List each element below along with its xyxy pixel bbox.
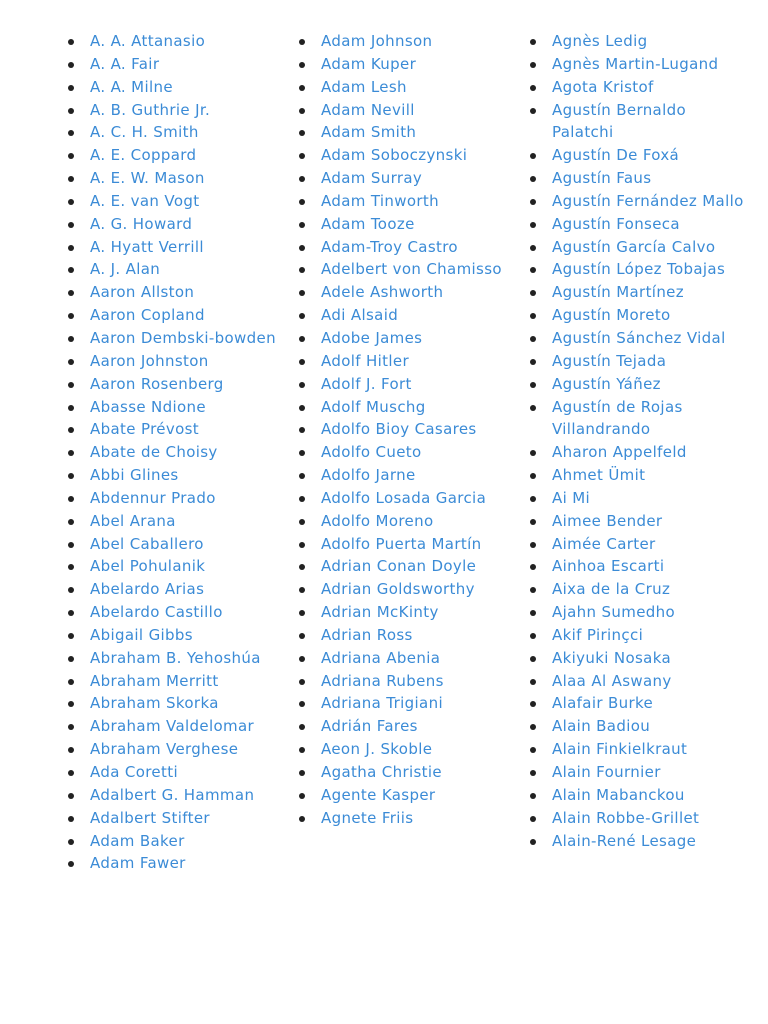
list-item (321, 418, 516, 441)
author-link[interactable]: Agustín Tejada (552, 351, 667, 370)
author-link[interactable]: Abigail Gibbs (90, 625, 193, 644)
author-link[interactable]: Agente Kasper (321, 785, 436, 804)
author-link[interactable]: Agustín Faus (552, 169, 652, 188)
author-link[interactable]: Agustín Yáñez (552, 374, 661, 393)
list-item (321, 281, 516, 304)
author-link[interactable]: Aaron Johnston (90, 351, 209, 370)
list-item (552, 715, 748, 738)
list-item (321, 167, 516, 190)
author-link[interactable]: Agustín Sánchez Vidal (552, 328, 726, 347)
list-item (321, 53, 516, 76)
author-link[interactable]: A. C. H. Smith (90, 123, 199, 142)
author-link[interactable]: Alain Robbe-Grillet (552, 808, 700, 827)
list-item (552, 601, 748, 624)
list-item (552, 830, 748, 853)
list-item (552, 464, 748, 487)
list-item (90, 281, 285, 304)
author-link[interactable]: Adam Tooze (321, 214, 415, 233)
list-item (90, 30, 285, 53)
list-item (90, 784, 285, 807)
list-item (552, 487, 748, 510)
author-link[interactable]: Adolf Hitler (321, 351, 410, 370)
author-link[interactable]: Abraham Merritt (90, 671, 219, 690)
list-item (552, 190, 748, 213)
author-link[interactable]: Agustín De Foxá (552, 146, 680, 165)
list-item (552, 304, 748, 327)
author-link[interactable]: Adele Ashworth (321, 283, 444, 302)
list-item (552, 350, 748, 373)
list-item (552, 761, 748, 784)
list-item (90, 99, 285, 122)
list-item (90, 213, 285, 236)
author-link[interactable]: Adriana Abenia (321, 648, 441, 667)
author-link[interactable]: Abelardo Castillo (90, 603, 223, 622)
list-item (321, 807, 516, 830)
list-item (552, 373, 748, 396)
author-link[interactable]: A. G. Howard (90, 214, 193, 233)
author-link[interactable]: Alaa Al Aswany (552, 671, 672, 690)
author-link[interactable]: A. A. Milne (90, 77, 173, 96)
author-link[interactable]: Agustín Fernández Mallo (552, 191, 744, 210)
list-item (90, 510, 285, 533)
author-link[interactable]: Agota Kristof (552, 77, 654, 96)
author-link[interactable]: Adolfo Bioy Casares (321, 420, 477, 439)
author-link[interactable]: Ahmet Ümit (552, 466, 646, 485)
list-item (321, 76, 516, 99)
author-link[interactable]: Aaron Rosenberg (90, 374, 224, 393)
author-link[interactable]: Abate de Choisy (90, 443, 218, 462)
author-link[interactable]: Adam Tinworth (321, 191, 440, 210)
list-item (321, 350, 516, 373)
list-item (90, 236, 285, 259)
list-item (552, 236, 748, 259)
list-item (90, 418, 285, 441)
author-link[interactable]: Ada Coretti (90, 763, 178, 781)
author-link[interactable]: Ajahn Sumedho (552, 603, 676, 622)
author-link[interactable]: Adelbert von Chamisso (321, 260, 502, 279)
list-item (552, 76, 748, 99)
author-link[interactable]: Adam Kuper (321, 54, 417, 73)
author-link[interactable]: Adolf J. Fort (321, 374, 412, 393)
author-link[interactable]: Aimee Bender (552, 511, 663, 530)
list-item (552, 692, 748, 715)
list-item (90, 624, 285, 647)
list-item (90, 144, 285, 167)
author-link[interactable]: Adam Johnson (321, 32, 433, 50)
author-link[interactable]: Abdennur Prado (90, 488, 216, 507)
author-link[interactable]: Alain Badiou (552, 717, 651, 736)
author-link[interactable]: Alain-René Lesage (552, 831, 697, 850)
author-link[interactable]: Aharon Appelfeld (552, 443, 687, 462)
author-link[interactable]: Abelardo Arias (90, 580, 205, 599)
author-link[interactable]: Adrian McKinty (321, 603, 439, 622)
list-item (321, 441, 516, 464)
list-item (321, 692, 516, 715)
list-item (552, 167, 748, 190)
author-link[interactable]: Adolf Muschg (321, 397, 426, 416)
list-item (321, 190, 516, 213)
author-link[interactable]: Agustín de Rojas Villandrando (552, 397, 683, 439)
list-item (552, 441, 748, 464)
author-link[interactable]: Abbi Glines (90, 466, 179, 485)
author-link[interactable]: Agustín Martínez (552, 283, 684, 302)
author-link[interactable]: Adrián Fares (321, 717, 418, 736)
list-item (90, 190, 285, 213)
list-item (90, 555, 285, 578)
list-item (321, 464, 516, 487)
author-link[interactable]: Adam-Troy Castro (321, 237, 458, 256)
author-link[interactable]: A. B. Guthrie Jr. (90, 100, 211, 119)
list-item (90, 396, 285, 419)
author-link[interactable]: Adam Soboczynski (321, 146, 468, 165)
list-item (321, 99, 516, 122)
author-link[interactable]: Abraham B. Yehoshúa (90, 648, 261, 667)
author-link[interactable]: Akif Pirinçci (552, 625, 644, 644)
list-item (90, 121, 285, 144)
list-item (90, 53, 285, 76)
list-item (90, 441, 285, 464)
author-link[interactable]: Adobe James (321, 328, 423, 347)
list-item (321, 121, 516, 144)
list-item (552, 807, 748, 830)
list-item (552, 327, 748, 350)
author-link[interactable]: Adam Smith (321, 123, 417, 142)
list-item (321, 578, 516, 601)
author-link[interactable]: Adi Alsaid (321, 306, 399, 325)
author-link[interactable]: A. A. Attanasio (90, 32, 206, 50)
author-link[interactable]: Adrian Ross (321, 625, 413, 644)
list-item (552, 396, 748, 442)
author-link[interactable]: Adam Surray (321, 169, 423, 188)
list-item (321, 670, 516, 693)
author-link[interactable]: Abraham Skorka (90, 694, 219, 713)
author-link[interactable]: Alain Finkielkraut (552, 740, 688, 759)
author-link[interactable]: Adolfo Cueto (321, 443, 422, 462)
author-column-3 (552, 30, 748, 852)
list-item (90, 692, 285, 715)
list-item (552, 213, 748, 236)
list-item (552, 53, 748, 76)
list-item (552, 738, 748, 761)
list-item (90, 373, 285, 396)
author-link[interactable]: Abate Prévost (90, 420, 200, 439)
list-item (90, 578, 285, 601)
list-item (552, 624, 748, 647)
author-link[interactable]: Adalbert Stifter (90, 808, 210, 827)
author-link[interactable]: Adolfo Puerta Martín (321, 534, 482, 553)
author-link[interactable]: Aaron Dembski-bowden (90, 328, 276, 347)
list-item (90, 715, 285, 738)
author-link[interactable]: Ainhoa Escarti (552, 557, 665, 576)
list-item (90, 464, 285, 487)
author-link[interactable]: Adam Baker (90, 831, 185, 850)
list-item (90, 167, 285, 190)
list-item (552, 30, 748, 53)
author-link[interactable]: Adam Nevill (321, 100, 415, 119)
author-link[interactable]: Alain Mabanckou (552, 785, 685, 804)
author-link[interactable]: Abel Caballero (90, 534, 204, 553)
list-item (321, 533, 516, 556)
list-item (90, 647, 285, 670)
list-item (90, 807, 285, 830)
list-item (321, 258, 516, 281)
author-link[interactable]: Agatha Christie (321, 763, 442, 781)
list-item (321, 304, 516, 327)
author-link[interactable]: Abasse Ndione (90, 397, 206, 416)
author-link[interactable]: Adam Lesh (321, 77, 407, 96)
list-item (552, 670, 748, 693)
author-link[interactable]: Abel Arana (90, 511, 176, 530)
list-item (321, 30, 516, 53)
list-item (321, 487, 516, 510)
author-link[interactable]: Agnès Ledig (552, 32, 648, 50)
list-item (321, 396, 516, 419)
author-link[interactable]: Aimée Carter (552, 534, 656, 553)
author-link[interactable]: Agustín Bernaldo Palatchi (552, 100, 687, 142)
author-link[interactable]: Agnès Martin-Lugand (552, 54, 719, 73)
list-item (321, 555, 516, 578)
author-link[interactable]: Adriana Trigiani (321, 694, 443, 713)
list-item (90, 852, 285, 875)
author-link[interactable]: Adriana Rubens (321, 671, 444, 690)
list-item (90, 761, 285, 784)
list-item (321, 144, 516, 167)
author-link[interactable]: A. E. van Vogt (90, 191, 200, 210)
list-item (552, 510, 748, 533)
author-link[interactable]: Abraham Verghese (90, 740, 239, 759)
author-link[interactable]: Adolfo Jarne (321, 466, 416, 485)
list-item (321, 601, 516, 624)
list-item (90, 304, 285, 327)
list-item (90, 670, 285, 693)
author-link[interactable]: Adolfo Losada Garcia (321, 488, 487, 507)
author-link[interactable]: Aixa de la Cruz (552, 580, 671, 599)
author-link[interactable]: Agustín Moreto (552, 306, 671, 325)
author-link[interactable]: Adolfo Moreno (321, 511, 434, 530)
list-item (552, 555, 748, 578)
author-link[interactable]: A. A. Fair (90, 54, 160, 73)
list-item (321, 784, 516, 807)
list-item (552, 647, 748, 670)
author-link[interactable]: Aaron Copland (90, 306, 205, 325)
author-link[interactable]: Agustín García Calvo (552, 237, 716, 256)
list-item (321, 647, 516, 670)
author-link[interactable]: Aeon J. Skoble (321, 740, 433, 759)
list-item (321, 327, 516, 350)
list-item (552, 99, 748, 145)
list-item (321, 761, 516, 784)
list-item (90, 76, 285, 99)
list-item (321, 510, 516, 533)
list-item (321, 236, 516, 259)
list-item (552, 144, 748, 167)
author-column-1 (90, 30, 285, 875)
list-item (552, 533, 748, 556)
author-link[interactable]: Akiyuki Nosaka (552, 648, 672, 667)
author-link[interactable]: Alafair Burke (552, 694, 654, 713)
author-link[interactable]: Adrian Goldsworthy (321, 580, 475, 599)
list-item (552, 784, 748, 807)
author-link[interactable]: Adalbert G. Hamman (90, 785, 255, 804)
author-link[interactable]: Aaron Allston (90, 283, 195, 302)
author-link[interactable]: Ai Mi (552, 488, 591, 507)
author-link[interactable]: Agustín Fonseca (552, 214, 680, 233)
author-link[interactable]: Adrian Conan Doyle (321, 557, 477, 576)
author-link[interactable]: Agnete Friis (321, 808, 414, 827)
list-item (552, 281, 748, 304)
list-item (90, 487, 285, 510)
list-item (552, 578, 748, 601)
author-link[interactable]: Alain Fournier (552, 763, 661, 781)
list-item (90, 258, 285, 281)
list-item (321, 213, 516, 236)
author-column-2 (321, 30, 516, 830)
list-item (321, 738, 516, 761)
list-item (90, 830, 285, 853)
author-link[interactable]: Adam Fawer (90, 854, 186, 873)
author-link[interactable]: A. J. Alan (90, 260, 161, 279)
author-link[interactable]: A. Hyatt Verrill (90, 237, 204, 256)
author-link[interactable]: Agustín López Tobajas (552, 260, 726, 279)
author-link[interactable]: A. E. W. Mason (90, 169, 205, 188)
list-item (90, 738, 285, 761)
list-item (90, 533, 285, 556)
list-item (90, 350, 285, 373)
list-item (552, 258, 748, 281)
list-item (321, 624, 516, 647)
author-link[interactable]: Abel Pohulanik (90, 557, 206, 576)
list-item (321, 715, 516, 738)
list-item (90, 327, 285, 350)
list-item (90, 601, 285, 624)
list-item (321, 373, 516, 396)
author-link[interactable]: Abraham Valdelomar (90, 717, 255, 736)
author-link[interactable]: A. E. Coppard (90, 146, 197, 165)
